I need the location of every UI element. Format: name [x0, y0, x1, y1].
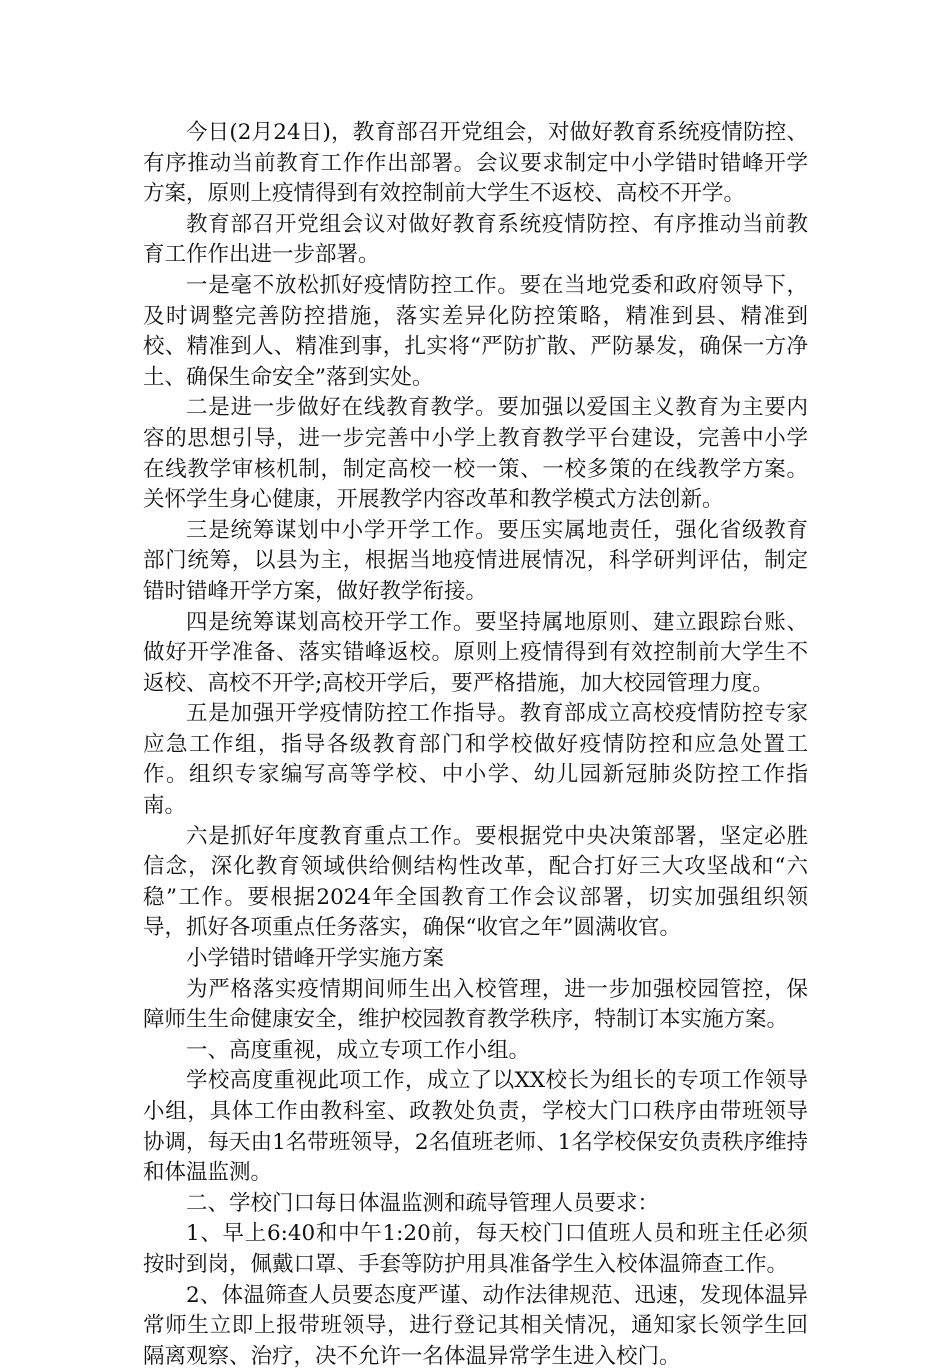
- paragraph-item-1: 1、早上6:40和中午1:20前，每天校门口值班人员和班主任必须按时到岗，佩戴口罩、手套等防护用具准备学生入校体温筛查工作。: [143, 1221, 808, 1277]
- paragraph-point-4: 四是统筹谋划高校开学工作。要坚持属地原则、建立跟踪台账、做好开学准备、落实错峰返校。原则上疫情得到有效控制前大学生不返校、高校不开学;高校开学后，要严格措施，加大校园管理力度。: [143, 609, 808, 696]
- paragraph-point-2: 二是进一步做好在线教育教学。要加强以爱国主义教育为主要内容的思想引导，进一步完善中小学上教育教学平台建设，完善中小学在线教学审核机制，制定高校一校一策、一校多策的在线教学方案。关怀学生身心健康，开展教学内容改革和教学模式方法创新。: [143, 395, 808, 513]
- paragraph-point-3: 三是统筹谋划中小学开学工作。要压实属地责任，强化省级教育部门统筹，以县为主，根据当地疫情进展情况，科学研判评估，制定错时错峰开学方案，做好教学衔接。: [143, 517, 808, 604]
- section-title: 小学错时错峰开学实施方案: [186, 946, 445, 972]
- paragraph-point-1: 一是毫不放松抓好疫情防控工作。要在当地党委和政府领导下，及时调整完善防控措施，落实差异化防控策略，精准到县、精准到校、精准到人、精准到事，扎实将“严防扩散、严防暴发，确保一方净土、确保生命安全”落到实处。: [143, 272, 808, 390]
- document-page: [143, 118, 808, 1372]
- paragraph-meeting: 教育部召开党组会议对做好教育系统疫情防控、有序推动当前教育工作作出进一步部署。: [143, 211, 808, 268]
- section-heading-1: 一、高度重视，成立专项工作小组。: [186, 1037, 531, 1063]
- paragraph-point-5: 五是加强开学疫情防控工作指导。教育部成立高校疫情防控专家应急工作组，指导各级教育部门和学校做好疫情防控和应急处置工作。组织专家编写高等学校、中小学、幼儿园新冠肺炎防控工作指南。: [143, 701, 808, 819]
- paragraph-point-6: 六是抓好年度教育重点工作。要根据党中央决策部署，坚定必胜信念，深化教育领域供给侧结构性改革，配合打好三大攻坚战和“六稳”工作。要根据2024年全国教育工作会议部署，切实加强组织领导，抓好各项重点任务落实，确保“收官之年”圆满收官。: [143, 823, 808, 941]
- paragraph-work-group: 学校高度重视此项工作，成立了以XX校长为组长的专项工作领导小组，具体工作由教科室、政教处负责，学校大门口秩序由带班领导协调，每天由1名带班领导，2名值班老师、1名学校保安负责秩序维持和体温监测。: [143, 1068, 808, 1186]
- paragraph-item-2: 2、体温筛查人员要态度严谨、动作法律规范、迅速，发现体温异常师生立即上报带班领导，进行登记其相关情况，通知家长领学生回隔离观察、治疗，决不允许一名体温异常学生进入校门。: [143, 1282, 808, 1369]
- paragraph-intro: 今日(2月24日)，教育部召开党组会，对做好教育系统疫情防控、有序推动当前教育工作作出部署。会议要求制定中小学错时错峰开学方案，原则上疫情得到有效控制前大学生不返校、高校不开学。: [143, 120, 808, 207]
- section-heading-2: 二、学校门口每日体温监测和疏导管理人员要求：: [186, 1190, 660, 1216]
- paragraph-plan-intro: 为严格落实疫情期间师生出入校管理，进一步加强校园管控，保障师生生命健康安全，维护校园教育教学秩序，特制订本实施方案。: [143, 976, 808, 1033]
